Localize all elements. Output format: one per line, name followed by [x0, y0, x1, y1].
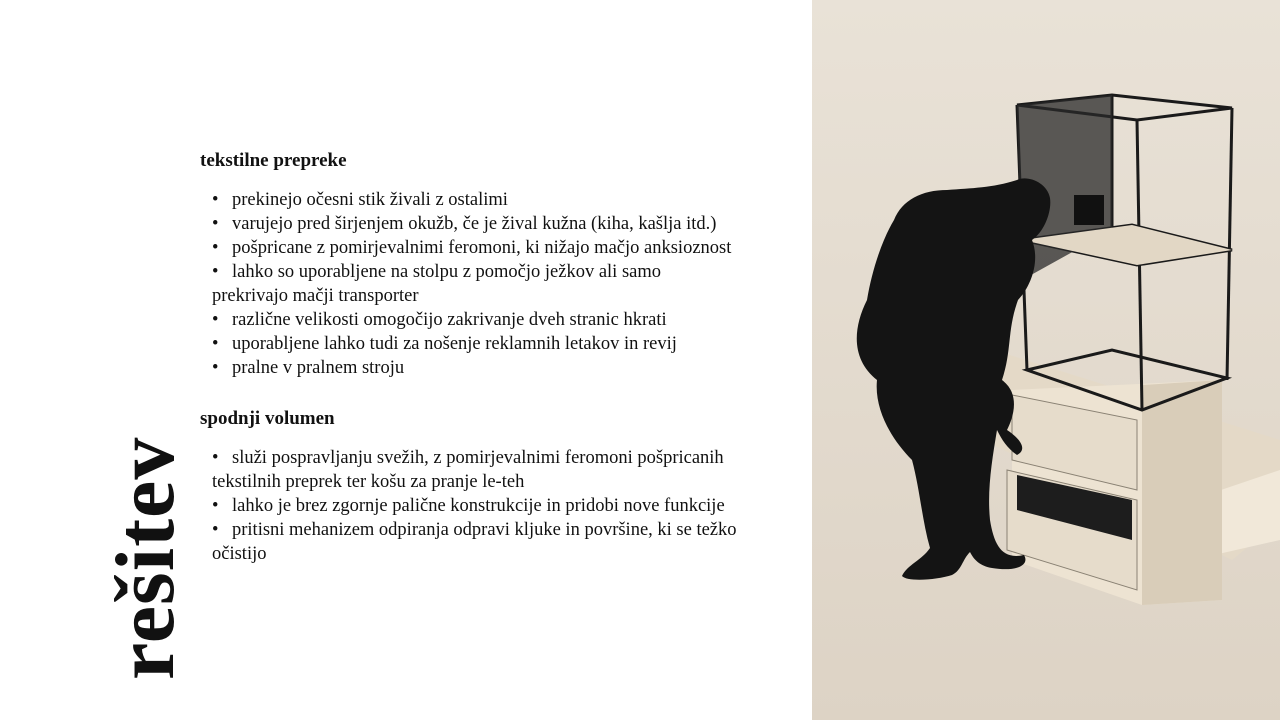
list-item: • pritisni mehanizem odpiranja odpravi kljuke in površine, ki se težko očistijo — [212, 520, 737, 564]
page-title: rešitev — [99, 436, 192, 680]
list-item: • pralne v pralnem stroju — [212, 358, 405, 378]
list-item: • lahko so uporabljene na stolpu z pomočjo ježkov ali samo prekrivajo mačji transporter — [212, 262, 661, 306]
render-illustration — [812, 0, 1280, 720]
list-item: • prekinejo očesni stik živali z ostalimi — [212, 190, 508, 210]
item-on-shelf — [1074, 195, 1104, 225]
list-item: • različne velikosti omogočijo zakrivanje dveh stranic hkrati — [212, 310, 667, 330]
cabinet-side — [1142, 380, 1222, 605]
section-lower-volume — [200, 406, 740, 566]
bullet-list — [200, 446, 740, 566]
product-render-image — [812, 0, 1280, 720]
content-area — [200, 148, 740, 592]
list-item: • uporabljene lahko tudi za nošenje reklamnih letakov in revij — [212, 334, 677, 354]
section-textile-barriers — [200, 148, 740, 380]
list-item: • lahko je brez zgornje palične konstrukcije in pridobi nove funkcije — [212, 496, 725, 516]
section-heading: tekstilne prepreke — [200, 150, 347, 171]
bullet-list — [200, 188, 740, 380]
list-item: • služi pospravljanju svežih, z pomirjevalnimi feromoni pošpricanih tekstilnih preprek ter košu za pranje le-teh — [212, 448, 724, 492]
list-item: • pošpricane z pomirjevalnimi feromoni, ki nižajo mačjo anksioznost — [212, 238, 732, 258]
list-item: • varujejo pred širjenjem okužb, če je žival kužna (kiha, kašlja itd.) — [212, 214, 717, 234]
section-heading: spodnji volumen — [200, 408, 335, 429]
